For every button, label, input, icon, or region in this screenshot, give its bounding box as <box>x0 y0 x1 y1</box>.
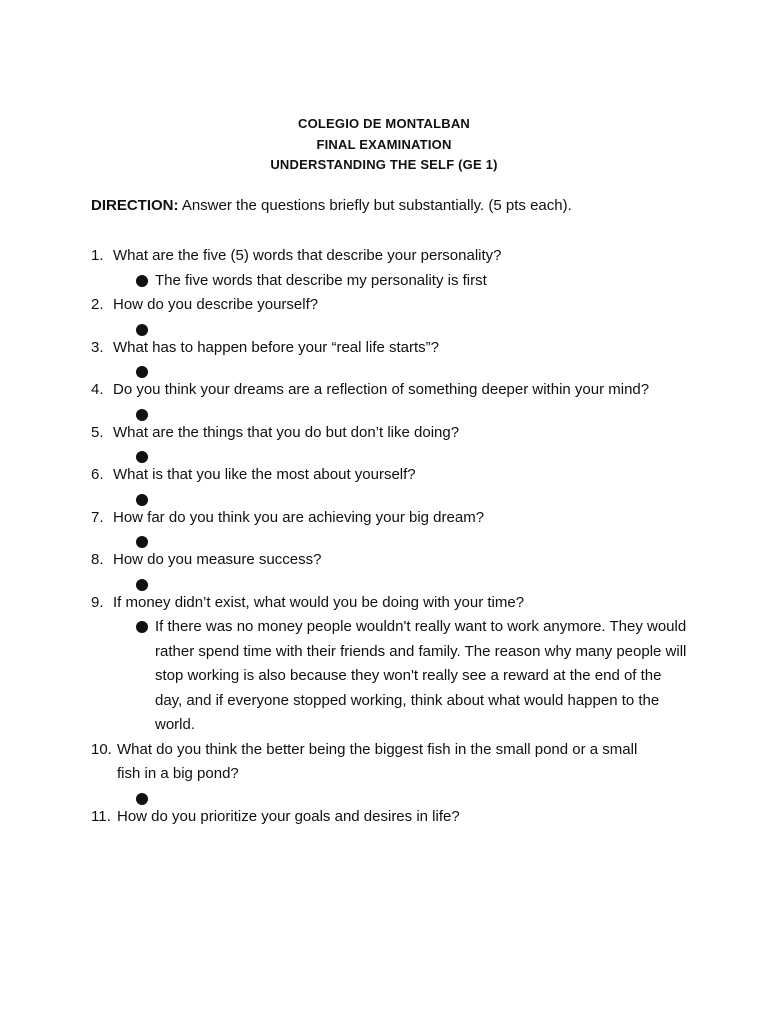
answer-item <box>91 530 691 548</box>
bullet-icon <box>136 621 148 633</box>
answer-item <box>91 787 691 805</box>
question-item <box>91 548 691 573</box>
question-text: What are the things that you do but don’t like doing? <box>113 423 460 441</box>
direction-line <box>91 196 572 216</box>
question-number: 2. <box>91 296 104 313</box>
question-list <box>91 244 691 829</box>
question-number: 5. <box>91 423 104 441</box>
document-header <box>0 114 768 176</box>
question-item <box>91 421 691 446</box>
question-text: How do you measure success? <box>113 551 322 568</box>
answer-item <box>91 573 691 591</box>
answer-text: The five words that describe my personality is first <box>155 271 487 289</box>
question-text: What do you think the better being the biggest fish in the small pond or a small fish in a big pond? <box>117 740 638 782</box>
answer-text: If there was no money people wouldn't really want to work anymore. They would rather spend time with their friends and family. The reason why many people will stop working is also because they won't really see a reward at the end of the day, and if everyone stopped working, think about what would happen to the world. <box>155 618 687 733</box>
bullet-icon <box>136 324 148 336</box>
question-item <box>91 805 691 830</box>
question-number: 4. <box>91 381 104 398</box>
bullet-icon <box>136 536 148 548</box>
school-name: COLEGIO DE MONTALBAN <box>297 116 471 131</box>
question-item <box>91 378 691 403</box>
bullet-icon <box>136 494 148 506</box>
question-item <box>91 336 691 361</box>
question-number: 1. <box>91 247 104 264</box>
question-text: What is that you like the most about yourself? <box>113 466 416 483</box>
direction-text: Answer the questions briefly but substantially. (5 pts each). <box>178 197 572 214</box>
question-text: Do you think your dreams are a reflection of something deeper within your mind? <box>113 381 650 398</box>
question-number: 11. <box>91 807 111 825</box>
bullet-icon <box>136 409 148 421</box>
bullet-icon <box>136 451 148 463</box>
question-text: What are the five (5) words that describe your personality? <box>113 247 502 264</box>
answer-item <box>91 360 691 378</box>
subject-title: UNDERSTANDING THE SELF (GE 1) <box>270 157 498 172</box>
question-text: How do you prioritize your goals and desires in life? <box>117 807 460 825</box>
answer-item <box>91 269 691 294</box>
bullet-icon <box>136 793 148 805</box>
answer-item <box>91 488 691 506</box>
question-text: If money didn’t exist, what would you be doing with your time? <box>113 593 525 611</box>
bullet-icon <box>136 275 148 287</box>
question-number: 6. <box>91 466 104 483</box>
bullet-icon <box>136 366 148 378</box>
question-item <box>91 463 691 488</box>
exam-title: FINAL EXAMINATION <box>316 136 452 152</box>
answer-item <box>91 615 691 738</box>
question-item <box>91 506 691 531</box>
bullet-icon <box>136 579 148 591</box>
question-number: 3. <box>91 338 104 356</box>
question-item <box>91 591 691 616</box>
direction-label: DIRECTION: <box>91 197 179 214</box>
question-number: 8. <box>91 551 104 568</box>
answer-item <box>91 318 691 336</box>
answer-item <box>91 403 691 421</box>
question-item <box>91 293 691 318</box>
question-text: How far do you think you are achieving your big dream? <box>113 508 485 526</box>
answer-item <box>91 445 691 463</box>
question-number: 7. <box>91 508 104 526</box>
question-text: How do you describe yourself? <box>113 296 319 313</box>
question-number: 9. <box>91 593 104 611</box>
question-item <box>91 738 691 787</box>
question-text: What has to happen before your “real life starts”? <box>113 338 440 356</box>
question-number: 10. <box>91 740 112 758</box>
question-item <box>91 244 691 269</box>
